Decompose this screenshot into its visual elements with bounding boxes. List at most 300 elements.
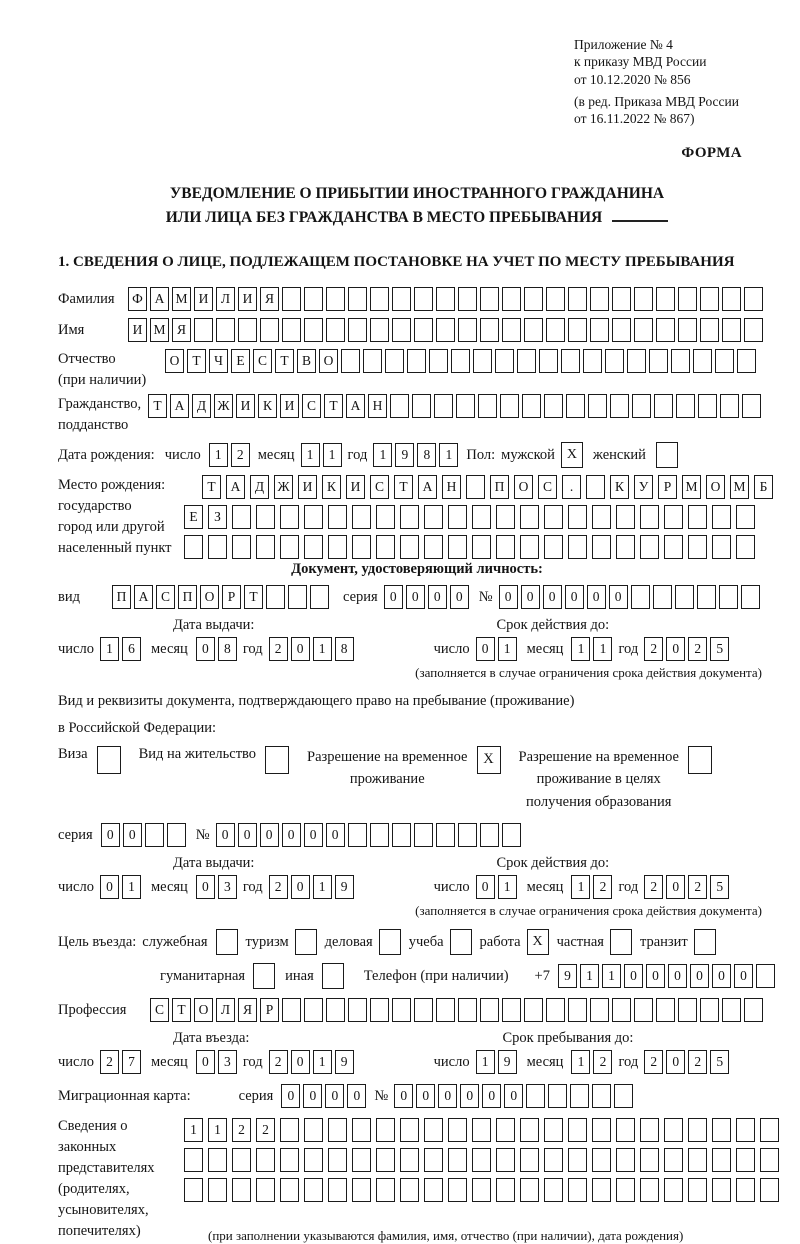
form-cell[interactable]: 1 bbox=[313, 1050, 332, 1074]
form-cell[interactable]: 9 bbox=[558, 964, 577, 988]
form-cell[interactable] bbox=[328, 1148, 347, 1172]
form-cell[interactable] bbox=[605, 349, 624, 373]
visa-checkbox[interactable] bbox=[97, 746, 121, 774]
form-cell[interactable]: С bbox=[150, 998, 169, 1022]
form-cell[interactable] bbox=[722, 318, 741, 342]
form-cell[interactable]: 3 bbox=[218, 875, 237, 899]
form-cell[interactable] bbox=[466, 475, 485, 499]
form-cell[interactable] bbox=[232, 535, 251, 559]
form-cell[interactable] bbox=[544, 394, 563, 418]
form-cell[interactable]: Р bbox=[260, 998, 279, 1022]
form-cell[interactable] bbox=[592, 1178, 611, 1202]
form-cell[interactable] bbox=[370, 998, 389, 1022]
form-cell[interactable]: 1 bbox=[498, 875, 517, 899]
form-cell[interactable] bbox=[737, 349, 756, 373]
form-cell[interactable] bbox=[744, 998, 763, 1022]
form-cell[interactable]: 2 bbox=[256, 1118, 275, 1142]
form-cell[interactable]: 0 bbox=[646, 964, 665, 988]
form-cell[interactable] bbox=[698, 394, 717, 418]
form-cell[interactable] bbox=[526, 1084, 545, 1108]
form-cell[interactable] bbox=[664, 1118, 683, 1142]
form-cell[interactable] bbox=[456, 394, 475, 418]
form-cell[interactable] bbox=[390, 394, 409, 418]
form-cell[interactable]: Б bbox=[754, 475, 773, 499]
form-cell[interactable] bbox=[256, 1148, 275, 1172]
form-cell[interactable] bbox=[400, 1178, 419, 1202]
form-cell[interactable]: 2 bbox=[644, 637, 663, 661]
form-cell[interactable] bbox=[678, 318, 697, 342]
form-cell[interactable] bbox=[392, 287, 411, 311]
form-cell[interactable] bbox=[592, 505, 611, 529]
form-cell[interactable]: Л bbox=[216, 998, 235, 1022]
form-cell[interactable] bbox=[544, 1148, 563, 1172]
form-cell[interactable]: А bbox=[226, 475, 245, 499]
form-cell[interactable] bbox=[414, 318, 433, 342]
purpose-transit-checkbox[interactable] bbox=[694, 929, 716, 955]
form-cell[interactable] bbox=[524, 998, 543, 1022]
form-cell[interactable]: Е bbox=[231, 349, 250, 373]
residence-permit-checkbox[interactable] bbox=[265, 746, 289, 774]
form-cell[interactable]: 1 bbox=[313, 875, 332, 899]
form-cell[interactable]: О bbox=[514, 475, 533, 499]
form-cell[interactable]: 0 bbox=[499, 585, 518, 609]
form-cell[interactable] bbox=[376, 505, 395, 529]
form-cell[interactable]: 0 bbox=[565, 585, 584, 609]
purpose-work-checkbox[interactable]: X bbox=[527, 929, 549, 955]
form-cell[interactable]: С bbox=[302, 394, 321, 418]
form-cell[interactable] bbox=[678, 287, 697, 311]
form-cell[interactable]: 2 bbox=[688, 1050, 707, 1074]
form-cell[interactable] bbox=[208, 535, 227, 559]
form-cell[interactable] bbox=[496, 535, 515, 559]
form-cell[interactable]: 0 bbox=[543, 585, 562, 609]
form-cell[interactable] bbox=[664, 535, 683, 559]
form-cell[interactable] bbox=[520, 1178, 539, 1202]
form-cell[interactable] bbox=[496, 1118, 515, 1142]
form-cell[interactable]: 0 bbox=[291, 637, 310, 661]
form-cell[interactable] bbox=[376, 1118, 395, 1142]
form-cell[interactable] bbox=[570, 1084, 589, 1108]
form-cell[interactable] bbox=[700, 998, 719, 1022]
form-cell[interactable] bbox=[736, 1148, 755, 1172]
form-cell[interactable] bbox=[736, 1178, 755, 1202]
form-cell[interactable]: П bbox=[112, 585, 131, 609]
form-cell[interactable] bbox=[588, 394, 607, 418]
form-cell[interactable] bbox=[436, 287, 455, 311]
form-cell[interactable] bbox=[744, 318, 763, 342]
form-cell[interactable] bbox=[238, 318, 257, 342]
form-cell[interactable]: 9 bbox=[335, 1050, 354, 1074]
form-cell[interactable] bbox=[539, 349, 558, 373]
form-cell[interactable] bbox=[671, 349, 690, 373]
form-cell[interactable]: Ж bbox=[214, 394, 233, 418]
form-cell[interactable] bbox=[656, 998, 675, 1022]
form-cell[interactable] bbox=[712, 505, 731, 529]
form-cell[interactable] bbox=[627, 349, 646, 373]
form-cell[interactable] bbox=[616, 1118, 635, 1142]
form-cell[interactable] bbox=[616, 505, 635, 529]
form-cell[interactable] bbox=[640, 535, 659, 559]
form-cell[interactable] bbox=[502, 318, 521, 342]
form-cell[interactable] bbox=[612, 287, 631, 311]
form-cell[interactable] bbox=[496, 1178, 515, 1202]
form-cell[interactable] bbox=[592, 1118, 611, 1142]
form-cell[interactable]: 2 bbox=[593, 875, 612, 899]
form-cell[interactable] bbox=[280, 1118, 299, 1142]
form-cell[interactable] bbox=[688, 505, 707, 529]
form-cell[interactable]: К bbox=[610, 475, 629, 499]
form-cell[interactable] bbox=[414, 823, 433, 847]
form-cell[interactable] bbox=[472, 1178, 491, 1202]
purpose-official-checkbox[interactable] bbox=[216, 929, 238, 955]
form-cell[interactable]: 0 bbox=[291, 875, 310, 899]
form-cell[interactable] bbox=[348, 998, 367, 1022]
form-cell[interactable]: О bbox=[165, 349, 184, 373]
form-cell[interactable] bbox=[478, 394, 497, 418]
form-cell[interactable] bbox=[328, 535, 347, 559]
form-cell[interactable]: 0 bbox=[326, 823, 345, 847]
form-cell[interactable]: 1 bbox=[571, 875, 590, 899]
form-cell[interactable] bbox=[544, 505, 563, 529]
form-cell[interactable] bbox=[400, 535, 419, 559]
form-cell[interactable] bbox=[712, 1118, 731, 1142]
form-cell[interactable]: 2 bbox=[269, 1050, 288, 1074]
form-cell[interactable] bbox=[352, 1178, 371, 1202]
form-cell[interactable] bbox=[496, 505, 515, 529]
form-cell[interactable] bbox=[458, 287, 477, 311]
form-cell[interactable] bbox=[656, 287, 675, 311]
form-cell[interactable]: 0 bbox=[587, 585, 606, 609]
form-cell[interactable] bbox=[688, 1118, 707, 1142]
form-cell[interactable] bbox=[640, 1118, 659, 1142]
form-cell[interactable]: 2 bbox=[644, 875, 663, 899]
form-cell[interactable]: 2 bbox=[232, 1118, 251, 1142]
form-cell[interactable]: Т bbox=[244, 585, 263, 609]
form-cell[interactable] bbox=[328, 1118, 347, 1142]
form-cell[interactable] bbox=[304, 318, 323, 342]
form-cell[interactable]: 0 bbox=[384, 585, 403, 609]
form-cell[interactable] bbox=[352, 1118, 371, 1142]
form-cell[interactable]: И bbox=[280, 394, 299, 418]
form-cell[interactable]: Ж bbox=[274, 475, 293, 499]
form-cell[interactable] bbox=[640, 1178, 659, 1202]
form-cell[interactable]: М bbox=[730, 475, 749, 499]
form-cell[interactable] bbox=[472, 535, 491, 559]
form-cell[interactable]: 0 bbox=[406, 585, 425, 609]
form-cell[interactable] bbox=[590, 998, 609, 1022]
form-cell[interactable] bbox=[612, 318, 631, 342]
form-cell[interactable]: 5 bbox=[710, 1050, 729, 1074]
form-cell[interactable] bbox=[546, 318, 565, 342]
form-cell[interactable]: 1 bbox=[439, 443, 458, 467]
form-cell[interactable]: 0 bbox=[624, 964, 643, 988]
form-cell[interactable]: А bbox=[134, 585, 153, 609]
form-cell[interactable]: 1 bbox=[184, 1118, 203, 1142]
temporary-residence-education-checkbox[interactable] bbox=[688, 746, 712, 774]
form-cell[interactable]: И bbox=[346, 475, 365, 499]
form-cell[interactable] bbox=[326, 998, 345, 1022]
form-cell[interactable]: П bbox=[178, 585, 197, 609]
form-cell[interactable]: 0 bbox=[123, 823, 142, 847]
form-cell[interactable] bbox=[524, 318, 543, 342]
form-cell[interactable] bbox=[326, 318, 345, 342]
form-cell[interactable] bbox=[500, 394, 519, 418]
form-cell[interactable] bbox=[590, 318, 609, 342]
form-cell[interactable]: 5 bbox=[710, 637, 729, 661]
form-cell[interactable]: 0 bbox=[438, 1084, 457, 1108]
form-cell[interactable] bbox=[352, 1148, 371, 1172]
form-cell[interactable] bbox=[424, 1118, 443, 1142]
temporary-residence-checkbox[interactable]: X bbox=[477, 746, 501, 774]
form-cell[interactable]: 0 bbox=[325, 1084, 344, 1108]
form-cell[interactable]: О bbox=[200, 585, 219, 609]
form-cell[interactable] bbox=[280, 535, 299, 559]
form-cell[interactable] bbox=[400, 1118, 419, 1142]
form-cell[interactable] bbox=[568, 535, 587, 559]
form-cell[interactable] bbox=[400, 1148, 419, 1172]
form-cell[interactable] bbox=[700, 318, 719, 342]
form-cell[interactable]: 0 bbox=[609, 585, 628, 609]
form-cell[interactable]: Е bbox=[184, 505, 203, 529]
form-cell[interactable]: 8 bbox=[218, 637, 237, 661]
form-cell[interactable]: 0 bbox=[196, 1050, 215, 1074]
form-cell[interactable]: 1 bbox=[323, 443, 342, 467]
form-cell[interactable] bbox=[502, 823, 521, 847]
form-cell[interactable] bbox=[678, 998, 697, 1022]
purpose-humanitarian-checkbox[interactable] bbox=[253, 963, 275, 989]
form-cell[interactable]: 0 bbox=[482, 1084, 501, 1108]
form-cell[interactable] bbox=[167, 823, 186, 847]
form-cell[interactable]: М bbox=[150, 318, 169, 342]
form-cell[interactable]: Л bbox=[216, 287, 235, 311]
form-cell[interactable] bbox=[561, 349, 580, 373]
form-cell[interactable] bbox=[610, 394, 629, 418]
form-cell[interactable] bbox=[424, 535, 443, 559]
form-cell[interactable] bbox=[412, 394, 431, 418]
form-cell[interactable]: 0 bbox=[281, 1084, 300, 1108]
form-cell[interactable]: М bbox=[682, 475, 701, 499]
form-cell[interactable]: 0 bbox=[734, 964, 753, 988]
form-cell[interactable]: Д bbox=[250, 475, 269, 499]
form-cell[interactable]: К bbox=[322, 475, 341, 499]
form-cell[interactable] bbox=[429, 349, 448, 373]
form-cell[interactable]: Т bbox=[148, 394, 167, 418]
form-cell[interactable] bbox=[736, 535, 755, 559]
form-cell[interactable]: 0 bbox=[101, 823, 120, 847]
form-cell[interactable]: Т bbox=[187, 349, 206, 373]
form-cell[interactable] bbox=[348, 287, 367, 311]
form-cell[interactable] bbox=[472, 505, 491, 529]
form-cell[interactable] bbox=[310, 585, 329, 609]
form-cell[interactable]: Т bbox=[172, 998, 191, 1022]
form-cell[interactable]: 1 bbox=[301, 443, 320, 467]
form-cell[interactable]: Н bbox=[442, 475, 461, 499]
form-cell[interactable] bbox=[546, 998, 565, 1022]
form-cell[interactable] bbox=[376, 1148, 395, 1172]
form-cell[interactable] bbox=[348, 318, 367, 342]
form-cell[interactable] bbox=[592, 1148, 611, 1172]
form-cell[interactable] bbox=[756, 964, 775, 988]
form-cell[interactable] bbox=[282, 998, 301, 1022]
form-cell[interactable] bbox=[744, 287, 763, 311]
form-cell[interactable] bbox=[688, 1148, 707, 1172]
form-cell[interactable] bbox=[495, 349, 514, 373]
form-cell[interactable] bbox=[458, 318, 477, 342]
form-cell[interactable]: 0 bbox=[304, 823, 323, 847]
form-cell[interactable]: 5 bbox=[710, 875, 729, 899]
form-cell[interactable] bbox=[568, 287, 587, 311]
form-cell[interactable] bbox=[566, 394, 585, 418]
form-cell[interactable] bbox=[522, 394, 541, 418]
form-cell[interactable]: С bbox=[253, 349, 272, 373]
form-cell[interactable] bbox=[688, 1178, 707, 1202]
form-cell[interactable] bbox=[612, 998, 631, 1022]
form-cell[interactable] bbox=[458, 823, 477, 847]
form-cell[interactable] bbox=[184, 535, 203, 559]
form-cell[interactable] bbox=[546, 287, 565, 311]
form-cell[interactable] bbox=[232, 1148, 251, 1172]
form-cell[interactable] bbox=[448, 535, 467, 559]
form-cell[interactable] bbox=[448, 1118, 467, 1142]
form-cell[interactable]: Т bbox=[324, 394, 343, 418]
form-cell[interactable] bbox=[304, 535, 323, 559]
form-cell[interactable] bbox=[568, 1148, 587, 1172]
form-cell[interactable] bbox=[341, 349, 360, 373]
form-cell[interactable]: 0 bbox=[347, 1084, 366, 1108]
form-cell[interactable] bbox=[640, 1148, 659, 1172]
form-cell[interactable]: Я bbox=[172, 318, 191, 342]
form-cell[interactable] bbox=[370, 318, 389, 342]
form-cell[interactable] bbox=[653, 585, 672, 609]
form-cell[interactable] bbox=[675, 585, 694, 609]
form-cell[interactable] bbox=[328, 505, 347, 529]
form-cell[interactable] bbox=[376, 1178, 395, 1202]
form-cell[interactable] bbox=[700, 287, 719, 311]
form-cell[interactable] bbox=[496, 1148, 515, 1172]
form-cell[interactable] bbox=[697, 585, 716, 609]
form-cell[interactable]: 0 bbox=[666, 1050, 685, 1074]
form-cell[interactable] bbox=[544, 1178, 563, 1202]
form-cell[interactable]: С bbox=[538, 475, 557, 499]
form-cell[interactable]: 0 bbox=[282, 823, 301, 847]
form-cell[interactable] bbox=[548, 1084, 567, 1108]
form-cell[interactable] bbox=[304, 1178, 323, 1202]
form-cell[interactable]: И bbox=[238, 287, 257, 311]
form-cell[interactable]: И bbox=[298, 475, 317, 499]
form-cell[interactable]: 0 bbox=[666, 875, 685, 899]
form-cell[interactable] bbox=[436, 823, 455, 847]
form-cell[interactable]: Т bbox=[275, 349, 294, 373]
form-cell[interactable]: О bbox=[194, 998, 213, 1022]
form-cell[interactable] bbox=[376, 535, 395, 559]
form-cell[interactable] bbox=[520, 1148, 539, 1172]
gender-female-checkbox[interactable] bbox=[656, 442, 678, 468]
form-cell[interactable] bbox=[145, 823, 164, 847]
form-cell[interactable]: А bbox=[170, 394, 189, 418]
form-cell[interactable] bbox=[568, 1178, 587, 1202]
form-cell[interactable] bbox=[370, 287, 389, 311]
form-cell[interactable] bbox=[664, 1148, 683, 1172]
form-cell[interactable] bbox=[256, 535, 275, 559]
form-cell[interactable] bbox=[304, 1118, 323, 1142]
form-cell[interactable] bbox=[583, 349, 602, 373]
form-cell[interactable]: 0 bbox=[460, 1084, 479, 1108]
gender-male-checkbox[interactable]: X bbox=[561, 442, 583, 468]
form-cell[interactable]: Н bbox=[368, 394, 387, 418]
form-cell[interactable] bbox=[722, 998, 741, 1022]
purpose-tourism-checkbox[interactable] bbox=[295, 929, 317, 955]
form-cell[interactable] bbox=[736, 1118, 755, 1142]
form-cell[interactable]: 1 bbox=[571, 1050, 590, 1074]
form-cell[interactable] bbox=[520, 505, 539, 529]
form-cell[interactable]: В bbox=[297, 349, 316, 373]
form-cell[interactable]: 1 bbox=[209, 443, 228, 467]
form-cell[interactable] bbox=[568, 1118, 587, 1142]
form-cell[interactable]: 7 bbox=[122, 1050, 141, 1074]
purpose-other-checkbox[interactable] bbox=[322, 963, 344, 989]
form-cell[interactable]: 1 bbox=[122, 875, 141, 899]
form-cell[interactable] bbox=[634, 318, 653, 342]
form-cell[interactable] bbox=[654, 394, 673, 418]
form-cell[interactable]: 2 bbox=[644, 1050, 663, 1074]
form-cell[interactable]: И bbox=[194, 287, 213, 311]
form-cell[interactable] bbox=[194, 318, 213, 342]
form-cell[interactable]: С bbox=[370, 475, 389, 499]
form-cell[interactable]: 2 bbox=[231, 443, 250, 467]
form-cell[interactable] bbox=[414, 287, 433, 311]
form-cell[interactable] bbox=[434, 394, 453, 418]
form-cell[interactable]: 2 bbox=[100, 1050, 119, 1074]
form-cell[interactable] bbox=[472, 1148, 491, 1172]
form-cell[interactable] bbox=[631, 585, 650, 609]
form-cell[interactable] bbox=[448, 505, 467, 529]
form-cell[interactable] bbox=[592, 535, 611, 559]
form-cell[interactable] bbox=[664, 1178, 683, 1202]
form-cell[interactable]: Я bbox=[238, 998, 257, 1022]
form-cell[interactable] bbox=[288, 585, 307, 609]
form-cell[interactable] bbox=[720, 394, 739, 418]
form-cell[interactable] bbox=[592, 1084, 611, 1108]
form-cell[interactable] bbox=[370, 823, 389, 847]
form-cell[interactable]: 0 bbox=[712, 964, 731, 988]
form-cell[interactable]: Д bbox=[192, 394, 211, 418]
form-cell[interactable] bbox=[520, 1118, 539, 1142]
form-cell[interactable]: 0 bbox=[504, 1084, 523, 1108]
form-cell[interactable]: 0 bbox=[216, 823, 235, 847]
form-cell[interactable]: Ч bbox=[209, 349, 228, 373]
form-cell[interactable]: 0 bbox=[690, 964, 709, 988]
form-cell[interactable] bbox=[693, 349, 712, 373]
form-cell[interactable]: 0 bbox=[476, 875, 495, 899]
form-cell[interactable]: М bbox=[172, 287, 191, 311]
form-cell[interactable] bbox=[328, 1178, 347, 1202]
form-cell[interactable] bbox=[656, 318, 675, 342]
form-cell[interactable] bbox=[634, 287, 653, 311]
form-cell[interactable] bbox=[400, 505, 419, 529]
form-cell[interactable] bbox=[326, 287, 345, 311]
form-cell[interactable]: О bbox=[319, 349, 338, 373]
form-cell[interactable] bbox=[502, 998, 521, 1022]
form-cell[interactable]: 0 bbox=[394, 1084, 413, 1108]
form-cell[interactable]: 0 bbox=[666, 637, 685, 661]
form-cell[interactable]: 0 bbox=[521, 585, 540, 609]
form-cell[interactable]: 1 bbox=[208, 1118, 227, 1142]
form-cell[interactable] bbox=[260, 318, 279, 342]
form-cell[interactable] bbox=[614, 1084, 633, 1108]
form-cell[interactable] bbox=[568, 318, 587, 342]
form-cell[interactable] bbox=[216, 318, 235, 342]
purpose-business-checkbox[interactable] bbox=[379, 929, 401, 955]
